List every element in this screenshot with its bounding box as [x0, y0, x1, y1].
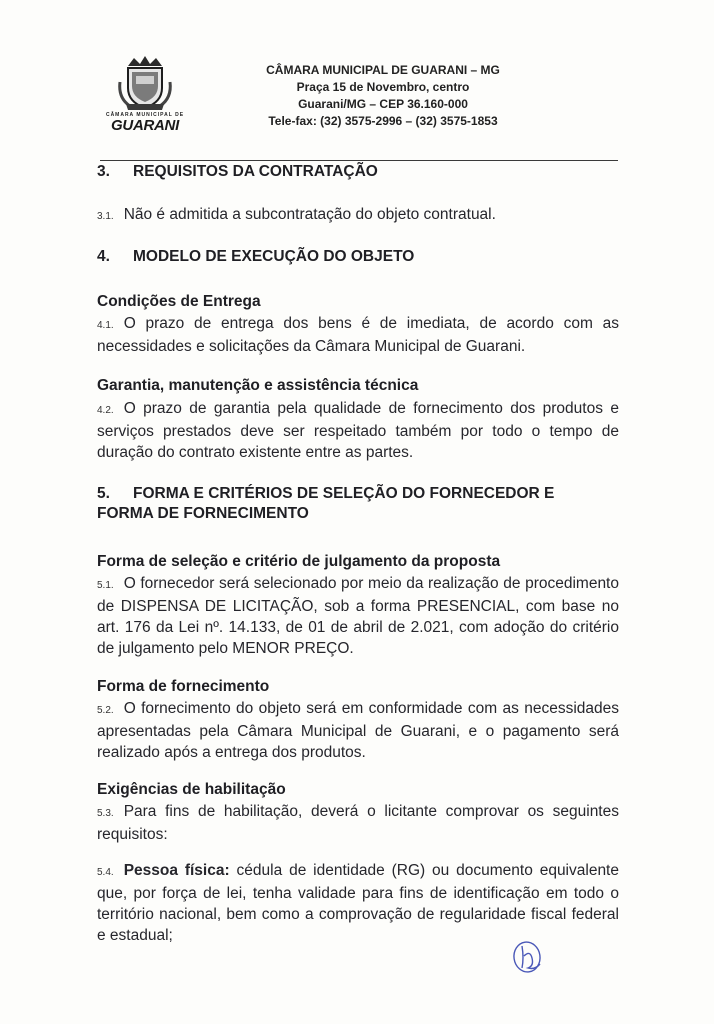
- paragraph-5-4: [97, 860, 619, 946]
- letterhead-line-3: Guarani/MG – CEP 36.160-000: [298, 97, 468, 111]
- paragraph-text: O fornecimento do objeto será em conformidade com as necessidades apresentadas pela Câmara Municipal de Guarani, e o pagamento será realizado após a entrega dos produtos.: [97, 700, 619, 761]
- section-number: 4.: [97, 248, 110, 265]
- letterhead-line-1: CÂMARA MUNICIPAL DE GUARANI – MG: [266, 63, 500, 77]
- paragraph-number: 4.1.: [97, 320, 114, 331]
- subheading-fornecimento: Forma de fornecimento: [97, 678, 270, 695]
- paragraph-5-1: [97, 573, 619, 659]
- section-5-heading-line-2: FORMA DE FORNECIMENTO: [97, 505, 309, 522]
- letterhead-line-2: Praça 15 de Novembro, centro: [296, 80, 470, 94]
- paragraph-5-2: [97, 698, 619, 763]
- subheading-selecao: Forma de seleção e critério de julgamento da proposta: [97, 553, 501, 570]
- paragraph-number: 5.2.: [97, 705, 114, 716]
- paragraph-text: cédula de identidade (RG) ou documento equivalente que, por força de lei, tenha validade para fins de identificação em todo o território nacional, bem como a comprovação de regularidade fiscal federal e estadual;: [97, 862, 619, 944]
- letterhead-line-4: Tele-fax: (32) 3575-2996 – (32) 3575-1853: [268, 114, 498, 128]
- subheading-habilitacao: Exigências de habilitação: [97, 781, 286, 798]
- paragraph-5-3: [97, 801, 619, 845]
- paragraph-number: 5.1.: [97, 580, 114, 591]
- paragraph-text: O fornecedor será selecionado por meio da realização de procedimento de DISPENSA DE LICITAÇÃO, sob a forma PRESENCIAL, com base no art. 176 da Lei nº. 14.133, de 01 de abril de 2.021, com adoção do critério de julgamento pelo MENOR PREÇO.: [97, 575, 619, 657]
- subheading-garantia: Garantia, manutenção e assistência técnica: [97, 377, 419, 394]
- logo-wordmark: GUARANI: [111, 117, 179, 134]
- paragraph-text: Para fins de habilitação, deverá o licitante comprovar os seguintes requisitos:: [97, 803, 619, 843]
- paragraph-text: Não é admitida a subcontratação do objeto contratual.: [123, 206, 496, 223]
- letterhead: [100, 52, 540, 137]
- section-number: 5.: [97, 485, 110, 502]
- letterhead-address: [228, 62, 538, 130]
- handwritten-initials-icon: [508, 938, 548, 976]
- paragraph-number: 3.1.: [97, 211, 114, 222]
- coat-of-arms-icon: [116, 52, 174, 112]
- subheading-entrega: Condições de Entrega: [97, 293, 261, 310]
- section-4-heading: [97, 247, 619, 267]
- paragraph-3-1: [97, 204, 619, 227]
- municipal-logo: [100, 52, 190, 137]
- paragraph-lead: Pessoa física:: [123, 862, 230, 879]
- paragraph-number: 5.3.: [97, 808, 114, 819]
- paragraph-text: O prazo de entrega dos bens é de imediata, de acordo com as necessidades e solicitações da Câmara Municipal de Guarani.: [97, 315, 619, 355]
- paragraph-4-1: [97, 313, 619, 357]
- paragraph-text: O prazo de garantia pela qualidade de fornecimento dos produtos e serviços prestados deve ser respeitado também por todo o tempo de duração do contrato existente entre as partes.: [97, 400, 619, 461]
- section-title: REQUISITOS DA CONTRATAÇÃO: [133, 163, 378, 180]
- paragraph-number: 4.2.: [97, 405, 114, 416]
- section-number: 3.: [97, 163, 110, 180]
- section-3-heading: [97, 162, 619, 182]
- section-title: MODELO DE EXECUÇÃO DO OBJETO: [133, 248, 415, 265]
- paragraph-4-2: [97, 398, 619, 463]
- logo-caption: CÂMARA MUNICIPAL DE: [105, 112, 185, 118]
- header-divider: [100, 160, 618, 161]
- section-5-heading: [97, 484, 619, 504]
- section-title-line-1: FORMA E CRITÉRIOS DE SELEÇÃO DO FORNECEDOR E: [133, 485, 555, 502]
- paragraph-number: 5.4.: [97, 867, 114, 878]
